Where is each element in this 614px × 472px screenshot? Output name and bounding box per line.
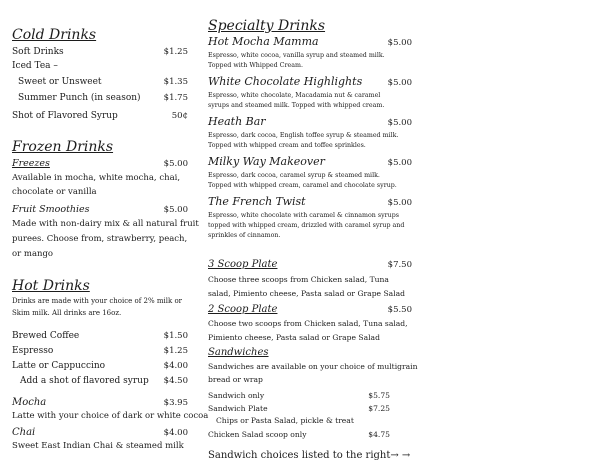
specialty-item: Hot Mocha Mamma $5.00 [208, 35, 412, 48]
cold-drinks-heading: Cold Drinks [12, 27, 97, 43]
specialty-item-desc: Espresso, white cocoa, vanilla syrup and steamed milk. [208, 52, 385, 59]
specialty-item-desc: Espresso, white chocolate, Macadamia nut & caramel [208, 92, 381, 99]
specialty-item-desc: Espresso, dark cocoa, English toffee syrup & steamed milk. [208, 132, 399, 139]
specialty-item-desc: sprinkles of cinnamon. [208, 232, 281, 239]
menu-item-add-shot: Add a shot of flavored syrup $4.50 [20, 376, 188, 386]
chai-description: Sweet East Indian Chai & steamed milk [12, 441, 184, 451]
menu-item-summer-punch: Summer Punch (in season) $1.75 [18, 93, 188, 103]
specialty-item-desc: Espresso, dark cocoa, caramel syrup & steamed milk. [208, 172, 380, 179]
smoothies-description-3: or mango [12, 249, 54, 259]
menu-item-3-scoop-plate: 3 Scoop Plate $7.50 [208, 259, 412, 270]
specialty-item: Milky Way Makeover $5.00 [208, 155, 412, 168]
menu-item-flavored-syrup: Shot of Flavored Syrup 50¢ [12, 111, 188, 121]
menu-item-chicken-salad-scoop: Chicken Salad scoop only $4.75 [208, 430, 390, 439]
plate3-description-2: salad, Pimiento cheese, Pasta salad or Grape Salad [208, 289, 406, 298]
mocha-description: Latte with your choice of dark or white cocoa [12, 411, 209, 421]
specialty-item: Heath Bar $5.00 [208, 115, 412, 128]
smoothies-description-2: purees. Choose from, strawberry, peach, [12, 234, 188, 244]
hot-drinks-heading: Hot Drinks [12, 278, 90, 294]
menu-item-2-scoop-plate: 2 Scoop Plate $5.50 [208, 304, 412, 315]
specialty-drinks-heading: Specialty Drinks [208, 18, 326, 34]
menu-item-latte: Latte or Cappuccino $4.00 [12, 361, 188, 371]
menu-item-espresso: Espresso $1.25 [12, 346, 188, 356]
menu-item-chai: Chai $4.00 [12, 427, 188, 438]
sandwich-choices-footer: Sandwich choices listed to the right→ → [208, 450, 411, 461]
sandwiches-description: Sandwiches are available on your choice of multigrain [208, 362, 418, 371]
menu-item-sandwich-plate: Sandwich Plate $7.25 [208, 404, 390, 413]
hot-drinks-note-2: Skim milk. All drinks are 16oz. [12, 309, 122, 317]
specialty-item-desc: syrups and steamed milk. Topped with whipped cream. [208, 102, 385, 109]
specialty-item: The French Twist $5.00 [208, 195, 412, 208]
specialty-item: White Chocolate Highlights $5.00 [208, 75, 412, 88]
specialty-item-desc: Espresso, white chocolate with caramel & cinnamon syrups [208, 212, 399, 219]
plate2-description: Choose two scoops from Chicken salad, Tuna salad, [208, 319, 408, 328]
sandwich-plate-sides: Chips or Pasta Salad, pickle & treat [216, 416, 354, 425]
hot-drinks-note: Drinks are made with your choice of 2% milk or [12, 297, 183, 305]
freezes-description: Available in mocha, white mocha, chai, [12, 173, 181, 183]
plate2-description-2: Pimiento cheese, Pasta salad or Grape Salad [208, 333, 380, 342]
sandwiches-description-2: bread or wrap [208, 375, 263, 384]
sandwiches-heading: Sandwiches [208, 347, 269, 358]
smoothies-description: Made with non-dairy mix & all natural fruit [12, 219, 199, 229]
menu-item-sandwich-only: Sandwich only $5.75 [208, 391, 390, 400]
menu-item-fruit-smoothies: Fruit Smoothies $5.00 [12, 204, 188, 215]
specialty-item-desc: Topped with Whipped Cream. [208, 62, 303, 69]
frozen-drinks-heading: Frozen Drinks [12, 139, 114, 155]
specialty-item-desc: topped with whipped cream, drizzled with caramel syrup and [208, 222, 405, 229]
specialty-item-desc: Topped with whipped cream and toffee sprinkles. [208, 142, 366, 149]
menu-item-sweet-tea: Sweet or Unsweet $1.35 [18, 77, 188, 87]
specialty-item-desc: Topped with whipped cream, caramel and chocolate syrup. [208, 182, 397, 189]
menu-item-brewed-coffee: Brewed Coffee $1.50 [12, 331, 188, 341]
freezes-description-2: chocolate or vanilla [12, 187, 97, 197]
menu-item-iced-tea: Iced Tea – [12, 61, 58, 71]
menu-item-mocha: Mocha $3.95 [12, 397, 188, 408]
menu-item-soft-drinks: Soft Drinks $1.25 [12, 47, 188, 57]
plate3-description: Choose three scoops from Chicken salad, Tuna [208, 275, 389, 284]
menu-item-freezes: Freezes $5.00 [12, 158, 188, 169]
